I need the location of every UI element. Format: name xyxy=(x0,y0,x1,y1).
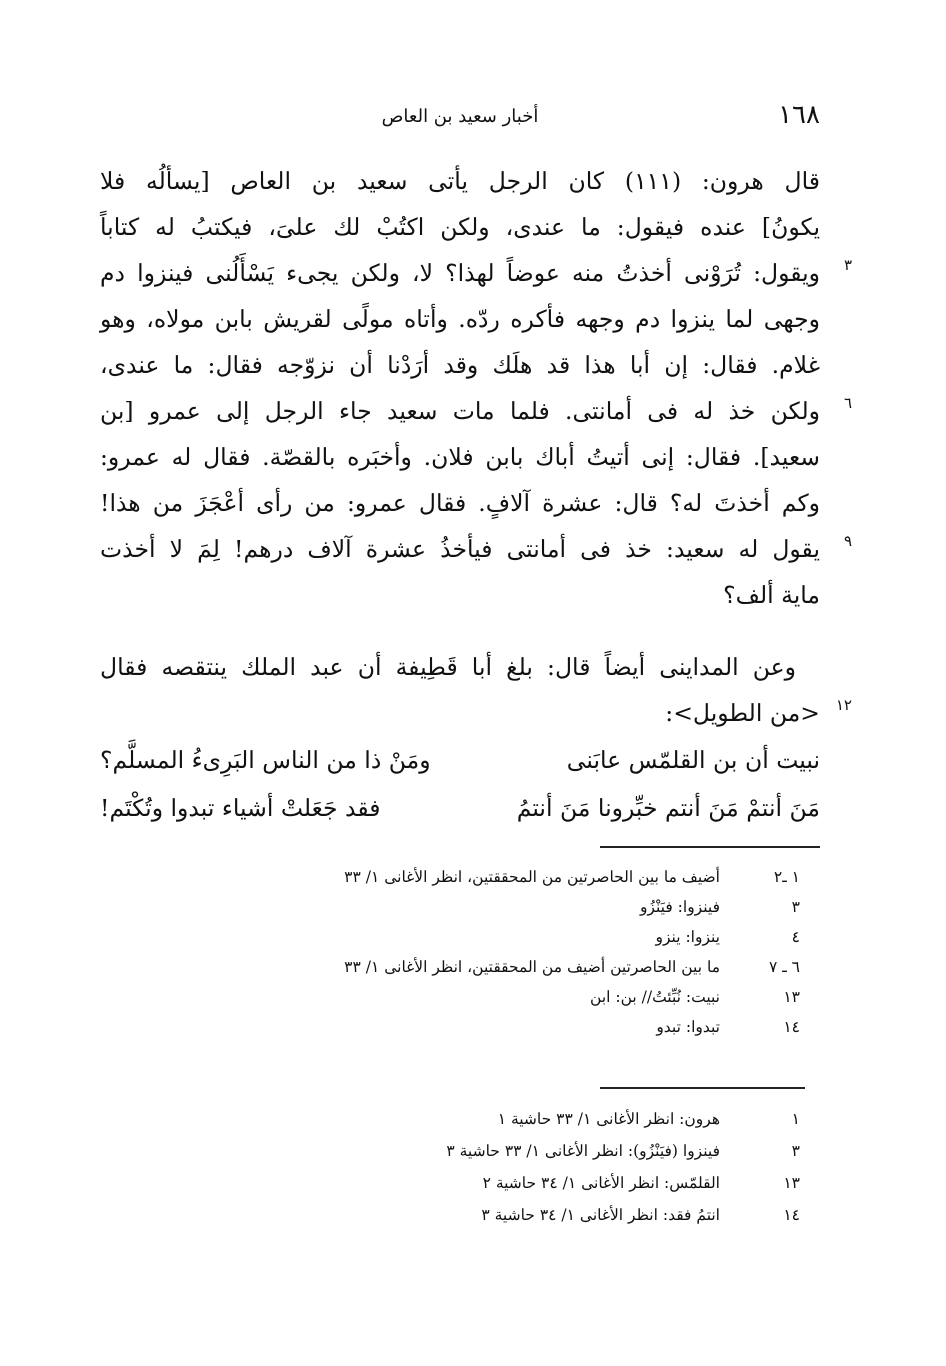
line-text: يكونُ] عنده فيقول: ما عندى، ولكن اكتُبْ لك علىَ، فيكتبُ له كتاباً xyxy=(100,213,820,241)
line-text: وجهى لما ينزوا دم وجهه فأكره ردّه. وأتاه مولًى لقريش بابن مولاه، وهو xyxy=(100,305,820,333)
verse-second-hemistich: فقد جَعَلتْ أشياء تبدوا وتُكْتَم! xyxy=(100,794,381,822)
footnote-text: نبيت: نُبِّئتُ// بن: ابن xyxy=(590,988,720,1006)
verse-second-hemistich: ومَنْ ذا من الناس البَرِىءُ المسلَّم؟ xyxy=(100,746,431,774)
footnote-item xyxy=(100,1167,800,1199)
verse-first-hemistich: نبيت أن بن القلمّس عابَنى xyxy=(566,746,820,774)
footnote-ref: ١٤ xyxy=(783,1206,800,1224)
footnote-ref: ١ ـ٢ xyxy=(773,868,800,886)
page-header xyxy=(100,100,820,140)
verse-line xyxy=(100,784,820,832)
text-line xyxy=(100,690,852,736)
line-text: وكم أخذتَ له؟ قال: عشرة آلافٍ. فقال عمرو: من رأى أعْجَزَ من هذا! xyxy=(100,489,820,517)
text-line xyxy=(100,434,820,480)
footnote-item xyxy=(100,892,800,922)
main-text xyxy=(100,158,852,832)
footnote-text: تبدوا: تبدو xyxy=(656,1018,720,1036)
footnote-item xyxy=(100,1135,800,1167)
text-line xyxy=(100,388,852,434)
line-text: ماية ألف؟ xyxy=(723,581,820,609)
text-line xyxy=(100,296,820,342)
line-text: يقول له سعيد: خذ فى أمانتى فيأخذُ عشرة آلاف درهم! لِمَ لا أخذت xyxy=(100,535,820,563)
footnote-text: ينزوا: ينزو xyxy=(655,928,720,946)
footnote-item xyxy=(100,952,800,982)
footnote-item xyxy=(100,922,800,952)
footnote-ref: ٦ ـ ٧ xyxy=(768,958,800,976)
footnote-ref: ٣ xyxy=(791,1142,800,1160)
line-number: ٦ xyxy=(843,394,852,412)
meter-label: <من الطويل>: xyxy=(665,699,820,727)
line-number: ٩ xyxy=(843,532,852,550)
text-line xyxy=(100,158,820,204)
line-text: ولكن خذ له فى أمانتى. فلما مات سعيد جاء الرجل إلى عمرو [بن xyxy=(100,397,820,425)
footnote-text: فينزوا: فيَنْزُو xyxy=(639,898,720,916)
footnote-divider xyxy=(600,846,820,848)
line-text: غلام. فقال: إن أبا هذا قد هلَك وقد أرَدْنا أن نزوّجه فقال: ما عندى، xyxy=(100,351,820,379)
footnote-ref: ١ xyxy=(791,1110,800,1128)
line-text: وعن المداينى أيضاً قال: بلغ أبا قَطِيفة أن عبد الملك ينتقصه فقال xyxy=(100,653,796,681)
line-number: ٣ xyxy=(843,256,852,274)
footnote-divider xyxy=(600,1087,805,1089)
source-notes xyxy=(100,1103,800,1231)
footnote-text: القلمّس: انظر الأغانى ١/ ٣٤ حاشية ٢ xyxy=(482,1174,720,1192)
text-line xyxy=(100,250,852,296)
text-line xyxy=(100,526,852,572)
critical-apparatus xyxy=(100,862,800,1042)
footnote-ref: ٣ xyxy=(791,898,800,916)
line-text: ويقول: تُرَوْنى أخذتُ منه عوضاً لهذا؟ لا، ولكن يجىء يَسْأَلُنى فينزوا دم xyxy=(100,259,820,287)
text-line xyxy=(100,342,820,388)
text-line xyxy=(100,572,820,618)
line-number: ١٢ xyxy=(835,696,852,714)
verse-line xyxy=(100,736,820,784)
verse-first-hemistich: مَنَ أنتمْ مَنَ أنتم خبِّرونا مَنَ أنتمُ xyxy=(516,794,820,822)
text-line xyxy=(100,204,820,250)
footnote-item xyxy=(100,982,800,1012)
footnote-ref: ١٣ xyxy=(783,988,800,1006)
page-number: ١٦٨ xyxy=(778,100,820,130)
footnote-ref: ١٤ xyxy=(783,1018,800,1036)
line-text: قال هرون: (١١١) كان الرجل يأتى سعيد بن العاص [يسألُه فلا xyxy=(100,167,820,195)
footnote-text: انتمُ فقد: انظر الأغانى ١/ ٣٤ حاشية ٣ xyxy=(481,1206,720,1224)
text-line xyxy=(100,644,820,690)
footnote-item xyxy=(100,1103,800,1135)
footnote-ref: ١٣ xyxy=(783,1174,800,1192)
footnote-ref: ٤ xyxy=(791,928,800,946)
footnote-item xyxy=(100,1012,800,1042)
footnote-text: هرون: انظر الأغانى ١/ ٣٣ حاشية ١ xyxy=(497,1110,720,1128)
paragraph-gap xyxy=(100,618,820,644)
footnote-text: أضيف ما بين الحاصرتين من المحققتين، انظر الأغانى ١/ ٣٣ xyxy=(344,868,720,886)
footnote-item xyxy=(100,862,800,892)
footnote-item xyxy=(100,1199,800,1231)
running-title: أخبار سعيد بن العاص xyxy=(381,106,539,127)
line-text: سعيد]. فقال: إنى أتيتُ أباك بابن فلان. وأخبَره بالقصّة. فقال له عمرو: xyxy=(100,443,820,471)
footnote-text: ما بين الحاصرتين أضيف من المحققتين، انظر الأغانى ١/ ٣٣ xyxy=(344,958,720,976)
footnote-text: فينزوا (فيَنْزُو): انظر الأغانى ١/ ٣٣ حاشية ٣ xyxy=(446,1142,720,1160)
text-line xyxy=(100,480,820,526)
